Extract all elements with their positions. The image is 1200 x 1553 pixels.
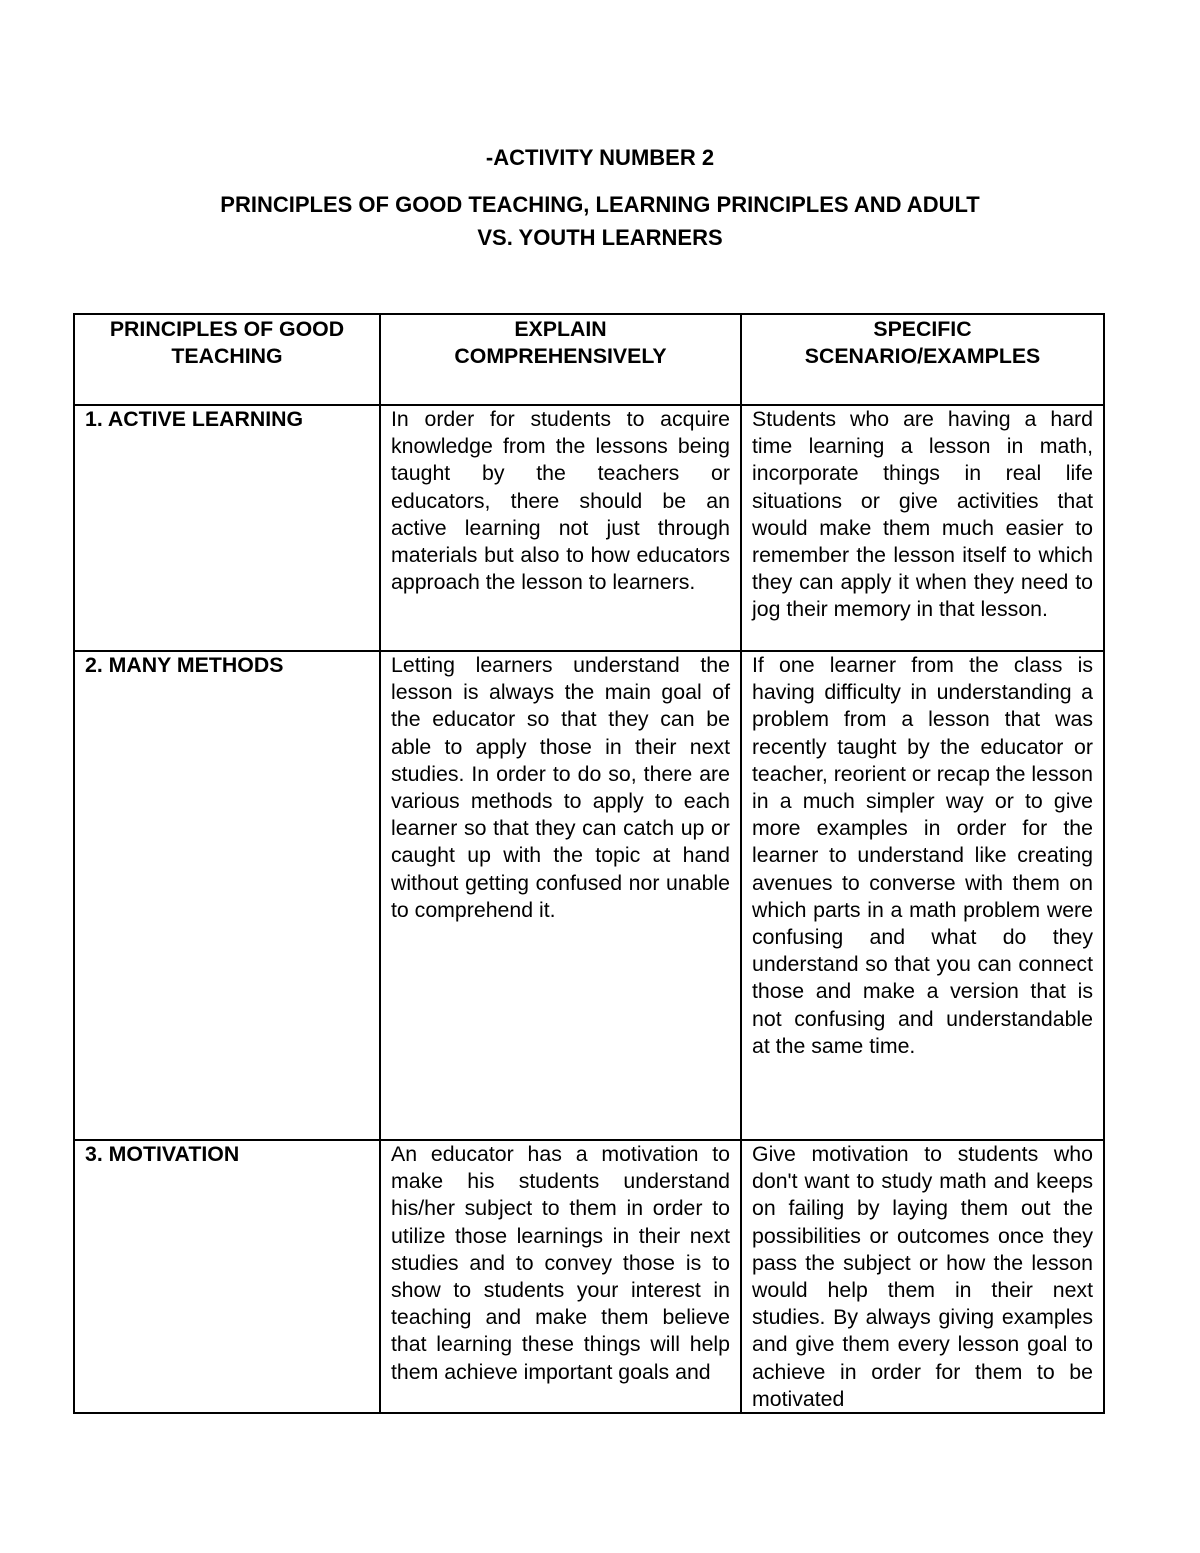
activity-title: -ACTIVITY NUMBER 2 — [485, 145, 715, 170]
principle-cell — [74, 1140, 380, 1413]
header-principles — [74, 314, 380, 405]
header-principles-line-1: PRINCIPLES OF GOOD — [109, 317, 345, 341]
explanation-cell: In order for students to acquire knowledge from the lessons being taught by the teachers or educators, there should be an active learning not just through materials but also to how educators approach the lesson to learners. — [380, 405, 741, 651]
header-examples-line-1: SPECIFIC — [873, 317, 972, 341]
table-header-row — [74, 314, 1104, 405]
example-text: Give motivation to students who don't want to study math and keeps on failing by laying them out the possibilities or outcomes once they pass the subject or how the lesson would help them in their next studies. By always giving examples and give them every lesson goal to achieve in order for them to be motivated — [752, 1142, 1093, 1411]
example-cell — [741, 1140, 1104, 1413]
header-principles-line-2: TEACHING — [171, 344, 283, 369]
header-explain-line-2: COMPREHENSIVELY — [454, 344, 667, 369]
explanation-text: An educator has a motivation to make his students understand his/her subject to them in order to utilize those learnings in their next studies and to convey those is to show to students your interest in teaching and make them believe that learning these things will help them achieve important goals and — [391, 1142, 730, 1384]
header-examples — [741, 314, 1104, 405]
header-explain-line-1: EXPLAIN — [514, 317, 607, 341]
principle-cell: 2. MANY METHODS — [74, 651, 380, 1140]
title-line-1: PRINCIPLES OF GOOD TEACHING, LEARNING PRINCIPLES AND ADULT — [220, 192, 980, 217]
principle-text: 3. MOTIVATION — [85, 1142, 240, 1166]
principle-cell: 1. ACTIVE LEARNING — [74, 405, 380, 651]
principles-table — [73, 313, 1105, 1414]
header-explain — [380, 314, 741, 405]
table-row — [74, 651, 1104, 1140]
example-cell: If one learner from the class is having difficulty in understanding a problem from a lesson that was recently taught by the educator or teacher, reorient or recap the lesson in a much simpler way or to give more examples in order for the learner to understand like creating avenues to converse with them on which parts in a math problem were confusing and what do they understand so that you can connect those and make a version that is not confusing and understandable at the same time. — [741, 651, 1104, 1140]
page-title — [0, 188, 1200, 254]
title-line-2: VS. YOUTH LEARNERS — [477, 225, 723, 250]
table-row — [74, 405, 1104, 651]
table-row — [74, 1140, 1104, 1413]
header-examples-line-2: SCENARIO/EXAMPLES — [804, 344, 1041, 369]
example-cell: Students who are having a hard time learning a lesson in math, incorporate things in real life situations or give activities that would make them much easier to remember the lesson itself to which they can apply it when they need to jog their memory in that lesson. — [741, 405, 1104, 651]
explanation-cell: Letting learners understand the lesson is always the main goal of the educator so that they can be able to apply those in their next studies. In order to do so, there are various methods to apply to each learner so that they can catch up or caught up with the topic at hand without getting confused nor unable to comprehend it. — [380, 651, 741, 1140]
explanation-cell — [380, 1140, 741, 1413]
